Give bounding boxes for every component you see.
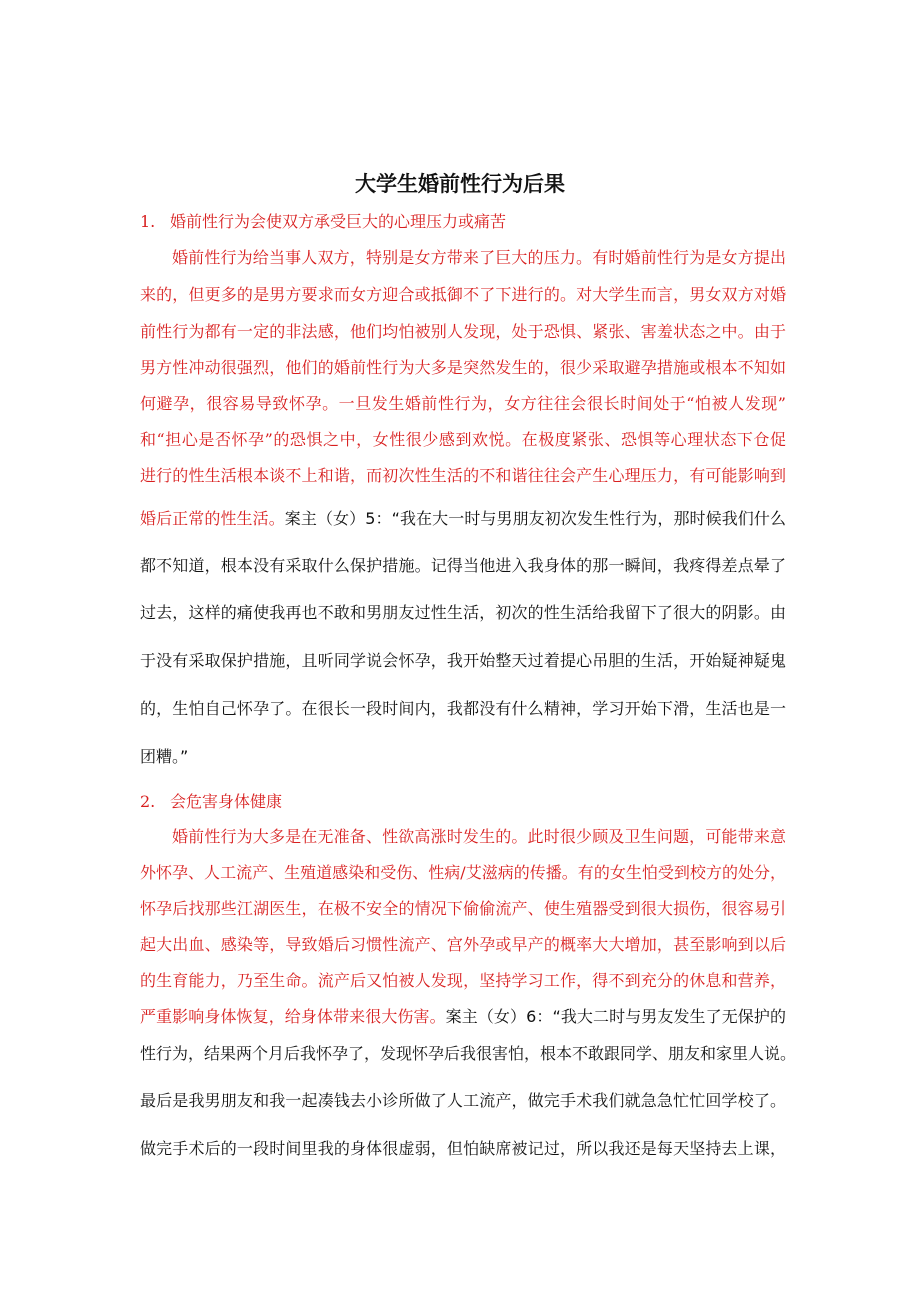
body-text-red: 的生育能力，乃至生命。流产后又怕被人发现，坚持学习工作，得不到充分的休息和营养， (140, 971, 786, 990)
body-text-red: 起大出血、感染等，导致婚后习惯性流产、宫外孕或早产的概率大大增加，甚至影响到以后 (140, 935, 786, 954)
paragraph-line (140, 1138, 786, 1160)
paragraph-line (140, 862, 786, 884)
section-heading (140, 209, 506, 232)
body-text-red: 婚后正常的性生活。 (140, 509, 285, 528)
body-text-red: 和“担心是否怀孕”的恐惧之中，女性很少感到欢悦。在极度紧张、恐惧等心理状态下仓促 (140, 430, 786, 449)
case-quote-text: 于没有采取保护措施，且听同学说会怀孕，我开始整天过着提心吊胆的生活，开始疑神疑鬼 (140, 651, 786, 670)
body-text-red: 男方性冲动很强烈，他们的婚前性行为大多是突然发生的，很少采取避孕措施或根本不知如 (140, 358, 786, 377)
case-quote-text: 性行为，结果两个月后我怀孕了，发现怀孕后我很害怕，根本不敢跟同学、朋友和家里人说。 (140, 1044, 797, 1063)
paragraph-line (172, 247, 786, 269)
paragraph-line (140, 393, 786, 415)
paragraph-line (140, 746, 786, 768)
paragraph-line (140, 357, 786, 379)
paragraph-line (140, 650, 786, 672)
section-number: 2. (140, 792, 156, 811)
case-quote-text: 最后是我男朋友和我一起凑钱去小诊所做了人工流产，做完手术我们就急急忙忙回学校了。 (140, 1091, 786, 1110)
section-heading-text: 婚前性行为会使双方承受巨大的心理压力或痛苦 (170, 212, 507, 231)
paragraph-line (140, 508, 786, 530)
case-quote-text: 做完手术后的一段时间里我的身体很虚弱，但怕缺席被记过，所以我还是每天坚持去上课， (140, 1139, 786, 1158)
paragraph-line (140, 321, 786, 343)
case-quote-text: 案主（女）5：“我在大一时与男朋友初次发生性行为，那时候我们什么 (284, 509, 786, 528)
paragraph-line (140, 698, 786, 720)
paragraph-line (172, 826, 786, 848)
paragraph-line (140, 898, 786, 920)
paragraph-line (140, 465, 786, 487)
paragraph-line (140, 1006, 786, 1028)
body-text-red: 怀孕后找那些江湖医生，在极不安全的情况下偷偷流产、使生殖器受到很大损伤，很容易引 (140, 899, 786, 918)
body-text-red: 进行的性生活根本谈不上和谐，而初次性生活的不和谐往往会产生心理压力，有可能影响到 (140, 466, 786, 485)
paragraph-line (140, 970, 786, 992)
paragraph-line (140, 555, 786, 577)
section-heading-text: 会危害身体健康 (170, 792, 283, 811)
paragraph-line (140, 429, 786, 451)
body-text-red: 婚前性行为大多是在无准备、性欲高涨时发生的。此时很少顾及卫生问题，可能带来意 (172, 827, 786, 846)
body-text-red: 来的，但更多的是男方要求而女方迎合或抵御不了下进行的。对大学生而言，男女双方对婚 (140, 285, 786, 304)
paragraph-line (140, 1090, 786, 1112)
case-quote-text: 案主（女）6：“我大二时与男友发生了无保护的 (445, 1007, 786, 1026)
section-number: 1. (140, 212, 156, 231)
paragraph-line (140, 1043, 797, 1065)
case-quote-text: 都不知道，根本没有采取什么保护措施。记得当他进入我身体的那一瞬间，我疼得差点晕了 (140, 556, 786, 575)
body-text-red: 婚前性行为给当事人双方，特别是女方带来了巨大的压力。有时婚前性行为是女方提出 (172, 248, 786, 267)
paragraph-line (140, 934, 786, 956)
document-title: 大学生婚前性行为后果 (355, 172, 565, 196)
case-quote-text: 过去，这样的痛使我再也不敢和男朋友过性生活，初次的性生活给我留下了很大的阴影。由 (140, 603, 786, 622)
paragraph-line (140, 602, 786, 624)
paragraph-line (140, 284, 786, 306)
case-quote-text: 的，生怕自己怀孕了。在很长一段时间内，我都没有什么精神，学习开始下滑，生活也是一 (140, 699, 786, 718)
case-quote-text: 团糟。” (140, 747, 189, 766)
body-text-red: 严重影响身体恢复，给身体带来很大伤害。 (140, 1007, 446, 1026)
body-text-red: 何避孕，很容易导致怀孕。一旦发生婚前性行为，女方往往会很长时间处于“怕被人发现” (140, 394, 786, 413)
section-heading (140, 789, 282, 812)
body-text-red: 外怀孕、人工流产、生殖道感染和受伤、性病/艾滋病的传播。有的女生怕受到校方的处分， (140, 863, 786, 882)
body-text-red: 前性行为都有一定的非法感，他们均怕被别人发现，处于恐惧、紧张、害羞状态之中。由于 (140, 322, 786, 341)
